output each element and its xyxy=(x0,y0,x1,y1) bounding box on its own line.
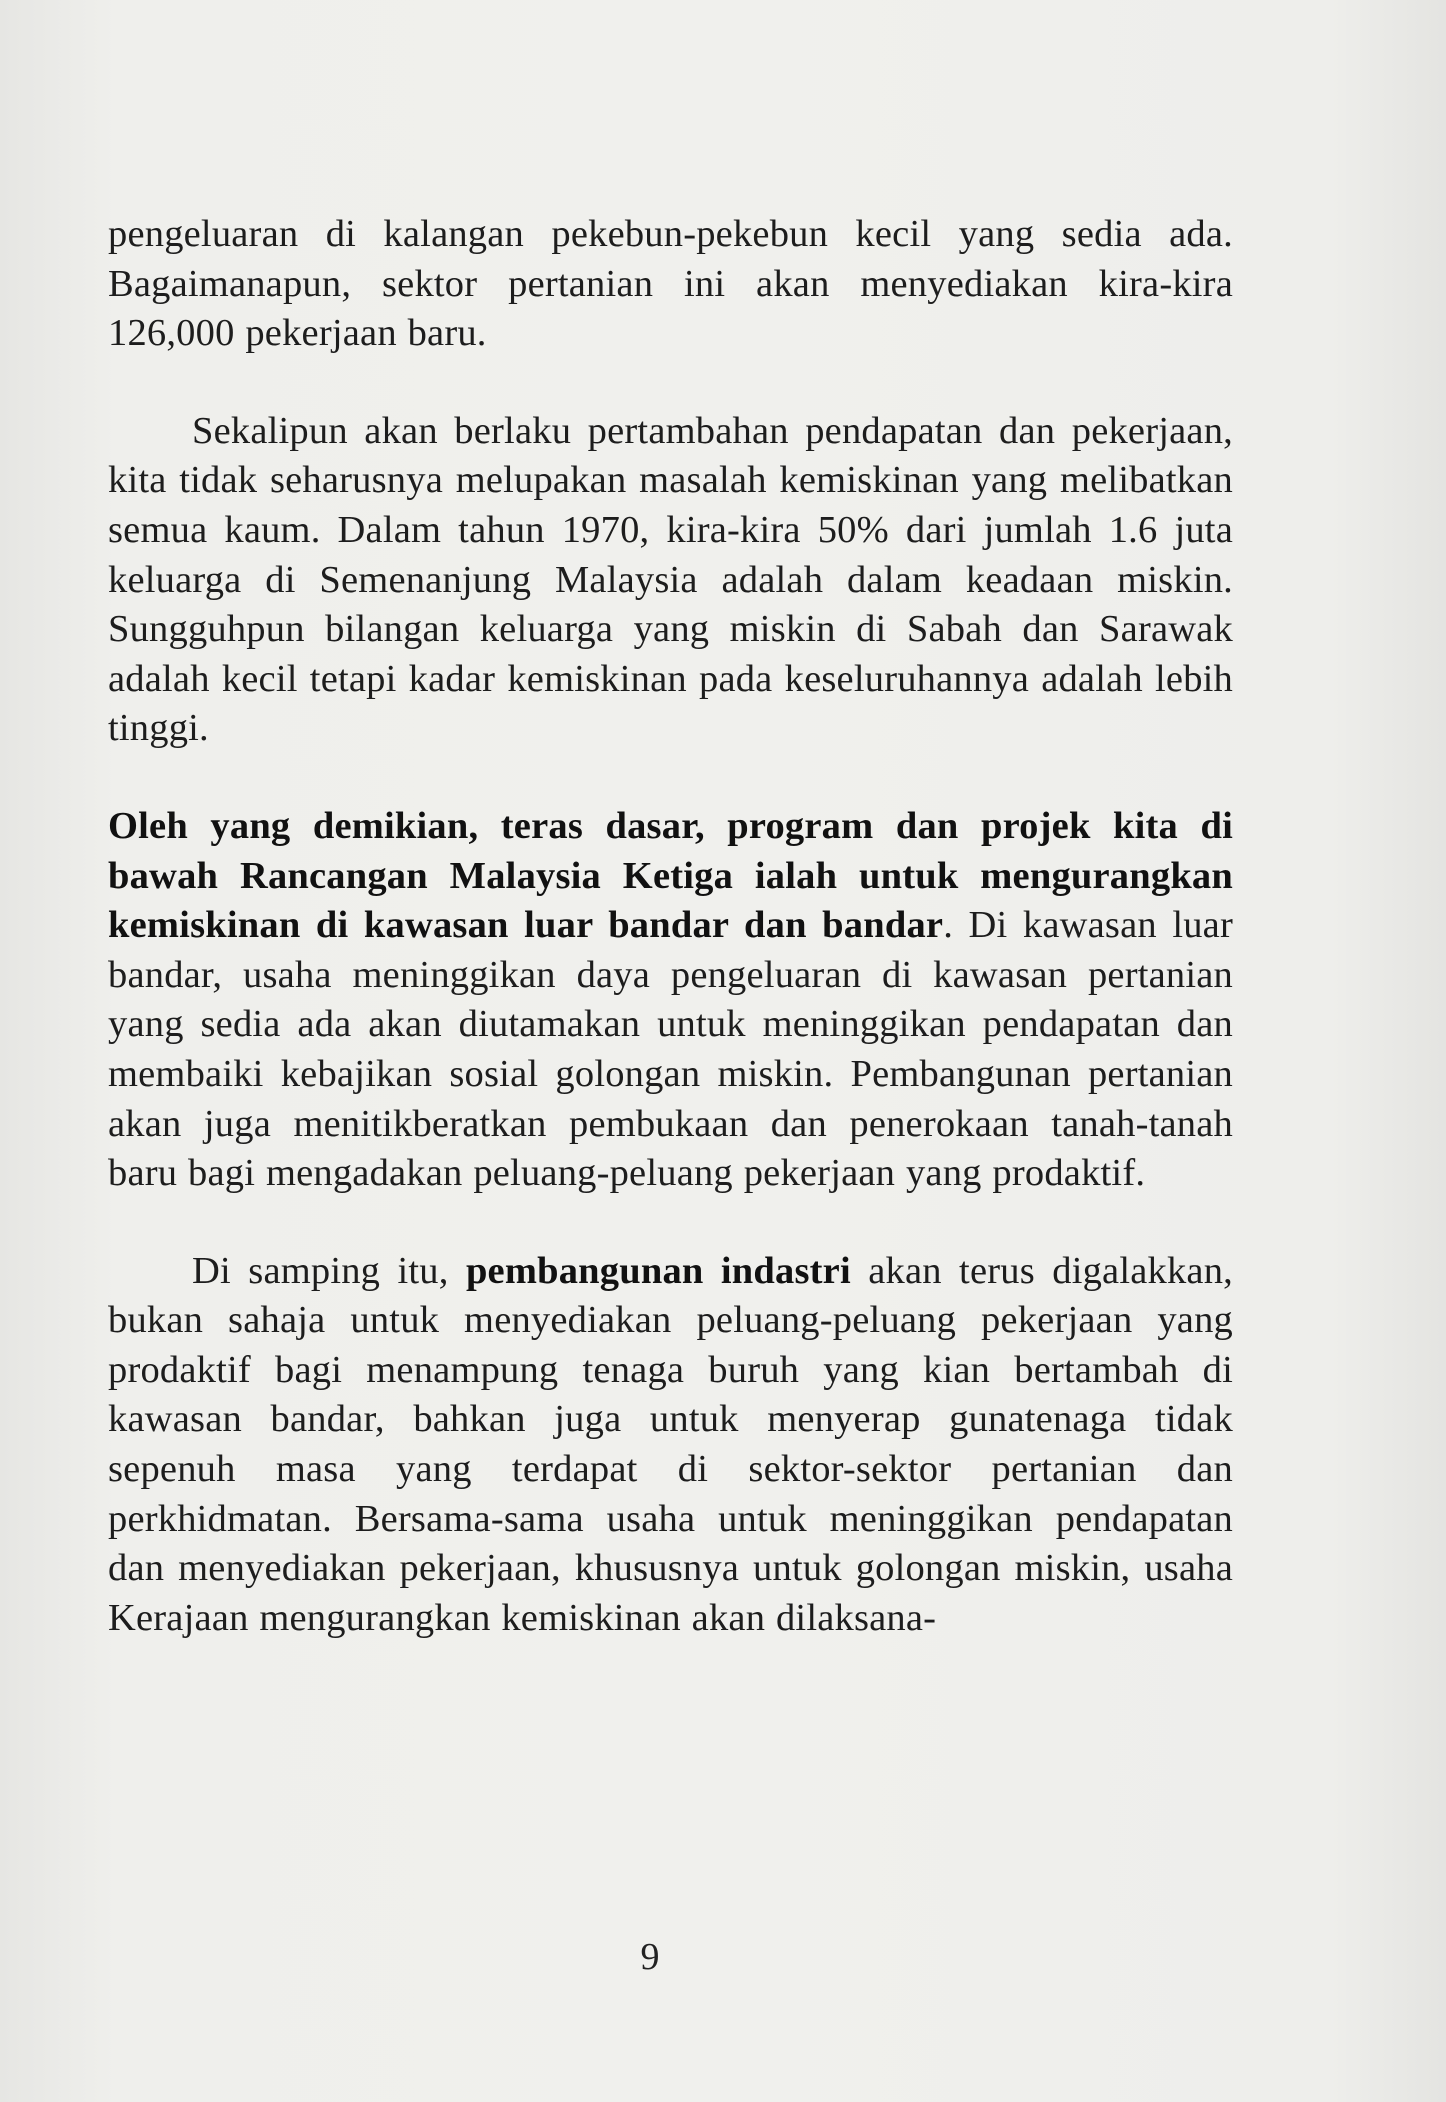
paragraph-1: pengeluaran di kalangan pekebun-pekebun kecil yang sedia ada. Bagaimanapun, sektor pertanian ini akan menyediakan kira-kira 126,000 pekerjaan baru. xyxy=(108,213,1233,355)
emphasis-text: Oleh yang demikian, teras dasar, program dan projek kita di bawah Rancangan Malaysia Ketiga ialah untuk mengurangkan kemiskinan di kawasan luar bandar dan bandar xyxy=(108,804,1233,947)
page-number: 9 xyxy=(640,1936,660,1978)
paragraph-4: Di samping itu, pembangunan indastri akan terus digalakkan, bukan sahaja untuk menyediakan peluang-peluang pekerjaan yang prodaktif bagi menampung tenaga buruh yang kian bertambah di kawasan bandar, bahkan juga untuk menyerap gunatenaga tidak sepenuh masa yang terdapat di sektor-sektor pertanian dan perkhidmatan. Bersama-sama usaha untuk meninggikan pendapatan dan menyediakan pekerjaan, khususnya untuk golongan miskin, usaha Kerajaan mengurangkan kemiskinan akan dilaksana- xyxy=(108,1249,1233,1639)
body-text xyxy=(108,210,1233,1691)
emphasis-text: pembangunan indastri xyxy=(465,1249,851,1292)
paragraph-3: Oleh yang demikian, teras dasar, program dan projek kita di bawah Rancangan Malaysia Ketiga ialah untuk mengurangkan kemiskinan di kawasan luar bandar dan bandar. Di kawasan luar bandar, usaha meninggikan daya pengeluaran di kawasan pertanian yang sedia ada akan diutamakan untuk meninggikan pendapatan dan membaiki kebajikan sosial golongan miskin. Pembangunan pertanian akan juga menitikberatkan pembukaan dan penerokaan tanah-tanah baru bagi mengadakan peluang-peluang pekerjaan yang prodaktif. xyxy=(108,804,1233,1195)
paragraph-2: Sekalipun akan berlaku pertambahan pendapatan dan pekerjaan, kita tidak seharusnya melupakan masalah kemiskinan yang melibatkan semua kaum. Dalam tahun 1970, kira-kira 50% dari jumlah 1.6 juta keluarga di Semenanjung Malaysia adalah dalam keadaan miskin. Sungguhpun bilangan keluarga yang miskin di Sabah dan Sarawak adalah kecil tetapi kadar kemiskinan pada keseluruhannya adalah lebih tinggi. xyxy=(108,409,1233,750)
